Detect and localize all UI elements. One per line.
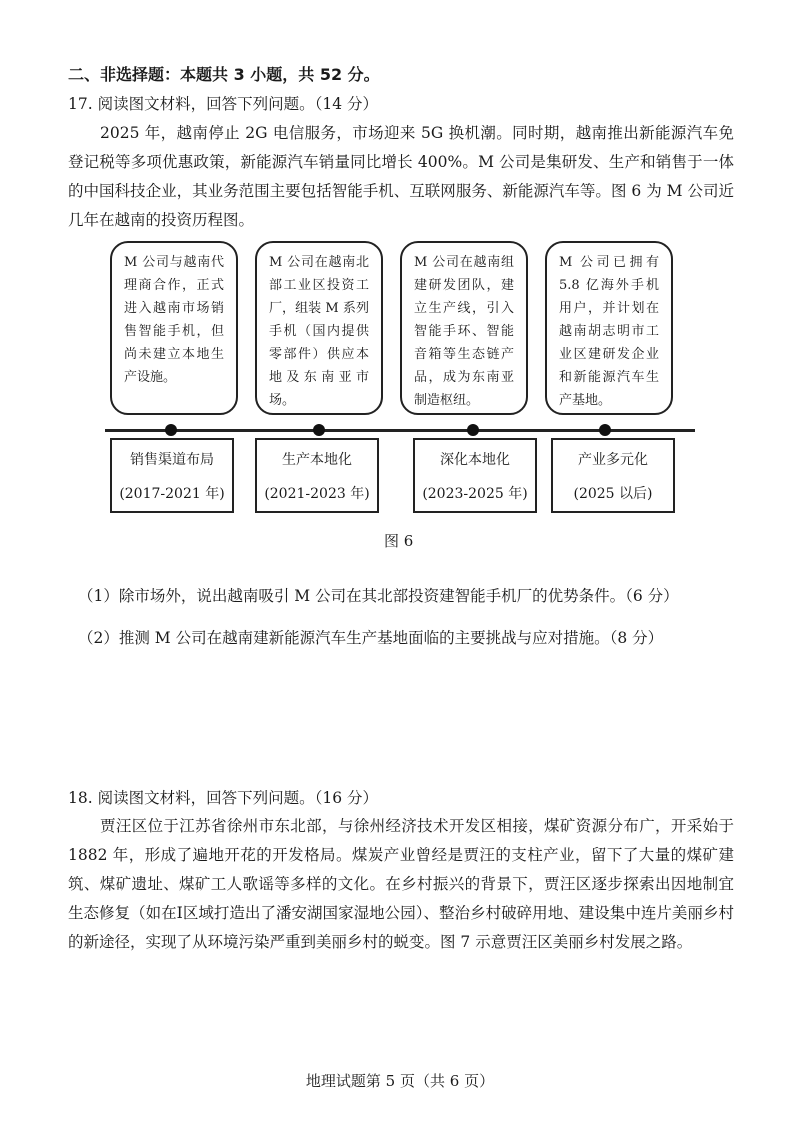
question-17-sub-1: （1）除市场外，说出越南吸引 M 公司在其北部投资建智能手机厂的优势条件。（6 分） [78, 587, 679, 605]
stage-box-2 [255, 438, 379, 513]
stage-period: (2021-2023 年) [264, 486, 370, 502]
section-title: 二、非选择题：本题共 3 小题，共 52 分。 [68, 65, 380, 84]
stage-box-1 [110, 438, 234, 513]
figure-caption: 图 6 [384, 532, 414, 550]
stage-period: (2017-2021 年) [119, 486, 225, 502]
question-17-sub-2: （2）推测 M 公司在越南建新能源汽车生产基地面临的主要挑战与应对措施。（8 分） [78, 629, 664, 647]
stage-name: 生产本地化 [282, 452, 352, 468]
callout-stage-1: M 公司与越南代理商合作，正式进入越南市场销售智能手机，但尚未建立本地生产设施。 [110, 241, 238, 415]
callout-stage-2: M 公司在越南北部工业区投资工厂，组装 M 系列手机（国内提供零部件）供应本地及东南亚市场。 [255, 241, 383, 415]
stage-name: 销售渠道布局 [130, 452, 214, 468]
timeline-dot [599, 424, 611, 436]
callout-stage-4: M 公司已拥有 5.8 亿海外手机用户，并计划在越南胡志明市工业区建研发企业和新能源汽车生产基地。 [545, 241, 673, 415]
stage-period: (2023-2025 年) [422, 486, 528, 502]
timeline-dot [313, 424, 325, 436]
question-18-heading: 18. 阅读图文材料，回答下列问题。（16 分） [68, 789, 378, 807]
stage-name: 产业多元化 [578, 452, 648, 468]
stage-name: 深化本地化 [440, 452, 510, 468]
investment-timeline-figure [105, 235, 700, 520]
callout-stage-3: M 公司在越南组建研发团队，建立生产线，引入智能手环、智能音箱等生态链产品，成为东南亚制造枢纽。 [400, 241, 528, 415]
stage-period: (2025 以后) [573, 486, 653, 502]
page-footer: 地理试题第 5 页（共 6 页） [305, 1072, 495, 1090]
stage-box-3 [413, 438, 537, 513]
question-18-paragraph: 贾汪区位于江苏省徐州市东北部，与徐州经济技术开发区相接，煤矿资源分布广，开采始于 1882 年，形成了遍地开花的开发格局。煤炭产业曾经是贾汪的支柱产业，留下了大量的煤矿建筑、煤矿遗址、煤矿工人歌谣等多样的文化。在乡村振兴的背景下，贾汪区逐步探索出因地制宜生态修复（如在Ⅰ区域打造出了潘安湖国家湿地公园）、整治乡村破碎用地、建设集中连片美丽乡村的新途径，实现了从环境污染严重到美丽乡村的蜕变。图 7 示意贾汪区美丽乡村发展之路。 [68, 817, 734, 951]
timeline-dot [165, 424, 177, 436]
question-17-heading: 17. 阅读图文材料，回答下列问题。（14 分） [68, 95, 378, 113]
timeline-dot [467, 424, 479, 436]
question-17-paragraph: 2025 年，越南停止 2G 电信服务，市场迎来 5G 换机潮。同时期，越南推出新能源汽车免登记税等多项优惠政策，新能源汽车销量同比增长 400%。M 公司是集研发、生产和销售于一体的中国科技企业，其业务范围主要包括智能手机、互联网服务、新能源汽车等。图 6 为 M 公司近几年在越南的投资历程图。 [68, 124, 734, 229]
stage-box-4 [551, 438, 675, 513]
